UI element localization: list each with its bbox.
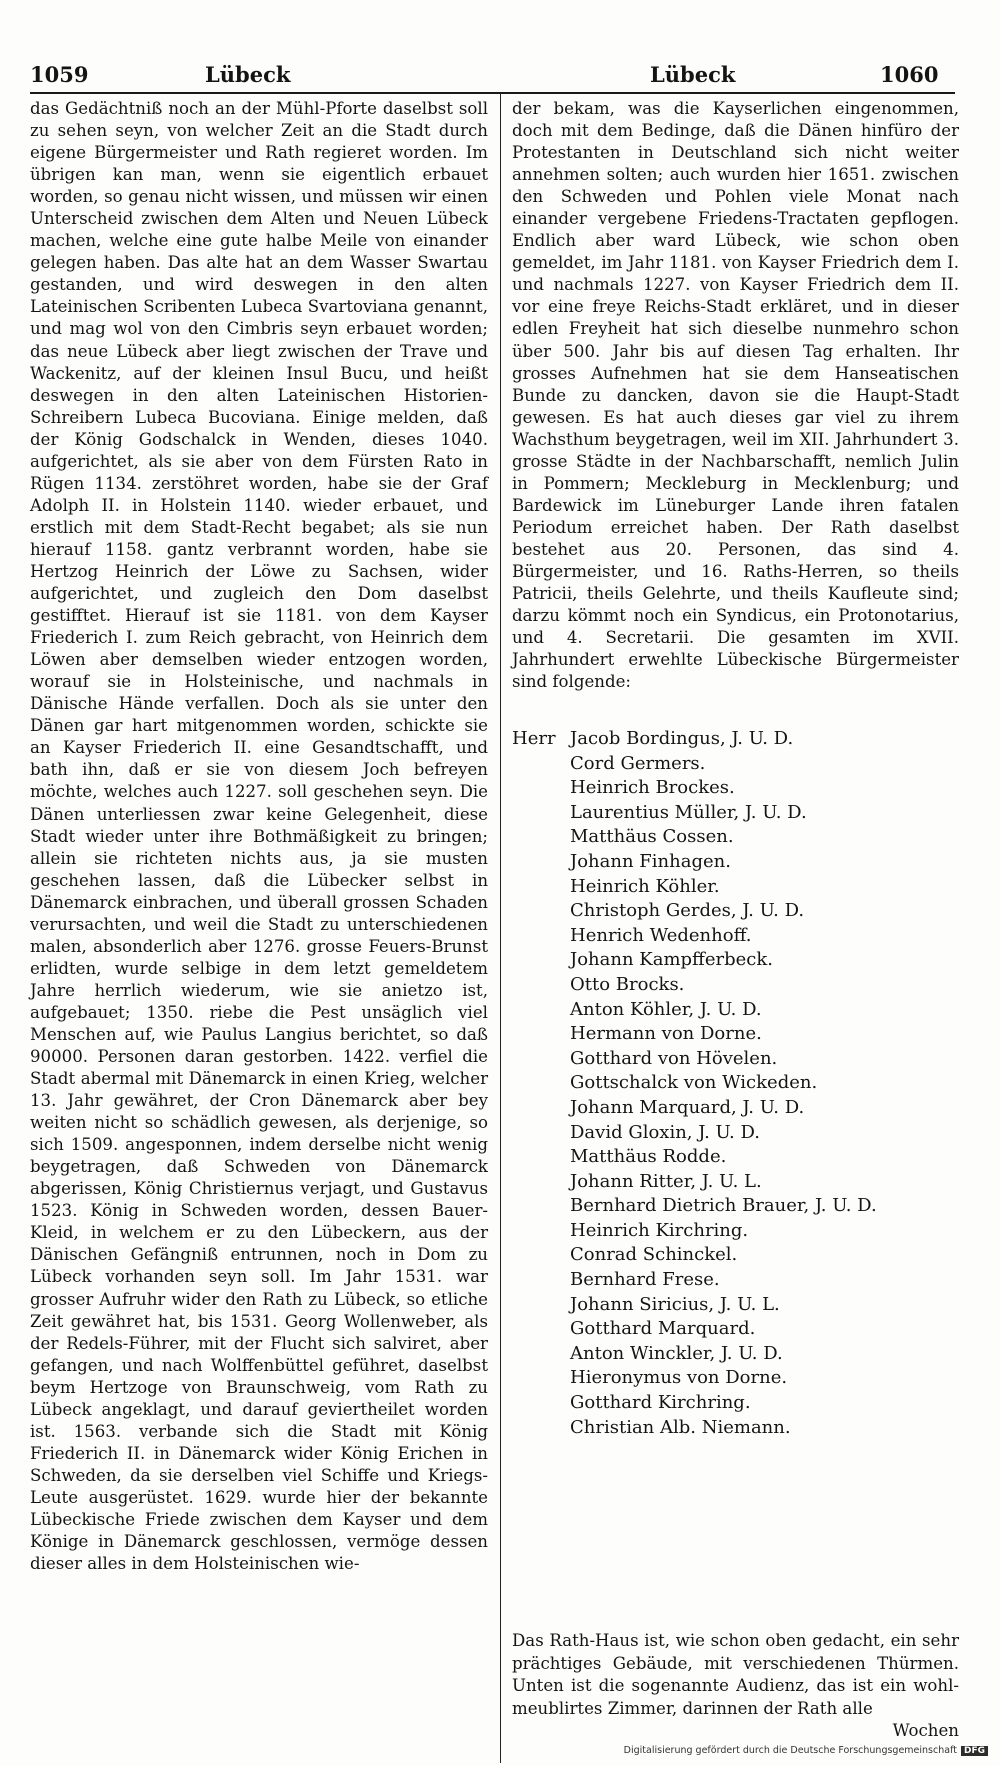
left-running-title: Lübeck xyxy=(205,62,291,87)
burgermeister-name: Anton Köhler, J. U. D. xyxy=(570,998,762,1020)
catchword: Wochen xyxy=(892,1721,959,1740)
burgermeister-name: Anton Winckler, J. U. D. xyxy=(570,1342,783,1364)
list-item xyxy=(512,1366,959,1391)
list-item xyxy=(512,1170,959,1195)
list-item xyxy=(512,727,959,752)
list-item xyxy=(512,776,959,801)
burgermeister-name: Cord Germers. xyxy=(570,752,706,774)
burgermeister-name: Bernhard Frese. xyxy=(570,1269,720,1291)
burgermeister-name: Matthäus Cossen. xyxy=(570,826,734,848)
burgermeister-name: Gotthard Marquard. xyxy=(570,1318,756,1340)
right-column xyxy=(512,98,959,693)
rathhaus-text: Das Rath-Haus ist, wie schon oben gedacht, ein sehr prächtiges Gebäude, mit verschiedenen Thürmen. Unten ist die sogenannte Audienz, das ist ein wohl-meublirtes Zimmer, darinnen der Rath alle xyxy=(512,1631,959,1718)
list-item xyxy=(512,801,959,826)
burgermeister-list xyxy=(512,727,959,1440)
burgermeister-name: Johann Finhagen. xyxy=(570,850,731,872)
list-item xyxy=(512,1293,959,1318)
left-column-text: das Gedächtniß noch an der Mühl-Pforte daselbst soll zu sehen seyn, von welcher Zeit an die Stadt durch eigene Bürgermeister und Rath regieret worden. Im übrigen kan man, wenn sie eigentlich erbauet worden, so genau nicht wissen, und müssen wir einen Unterscheid zwischen dem Alten und Neuen Lübeck machen, welche eine gute halbe Meile von einander gelegen haben. Das alte hat an dem Wasser Swartau gestanden, und wird deswegen in den alten Lateinischen Scribenten Lubeca Svartoviana genannt, und mag wol von den Cimbris seyn erbauet worden; das neue Lübeck aber liegt zwischen der Trave und Wackenitz, auf der kleinen Insul Bucu, und heißt deswegen in den alten Lateinischen Historien-Schreibern Lubeca Bucoviana. Einige melden, daß der König Godschalck in Wenden, dieses 1040. aufgerichtet, als sie aber von dem Fürsten Rato in Rügen 1134. zerstöhret worden, habe sie der Graf Adolph II. in Holstein 1140. wieder erbauet, und erstlich mit dem Stadt-Recht begabet; als sie nun hierauf 1158. gantz verbrannt worden, habe sie Hertzog Heinrich der Löwe zu Sachsen, wider aufgerichtet, und zugleich den Dom daselbst gestifftet. Hierauf ist sie 1181. von dem Kayser Friederich I. zum Reich gebracht, von Heinrich dem Löwen aber demselben wieder entzogen worden, worauf sie in Holsteinische, und nachmals in Dänische Hände verfallen. Doch als sie unter den Dänen gar hart mitgenommen worden, schickte sie an Kayser Friederich II. eine Gesandtschafft, und bath ihn, daß er sie von diesem Joch befreyen möchte, welches auch 1227. soll geschehen seyn. Die Dänen unterliessen zwar keine Gelegenheit, diese Stadt wieder unter ihre Bothmäßigkeit zu bringen; allein sie richteten nichts aus, ja sie musten geschehen lassen, daß die Lübecker selbst in Dänemarck einbrachen, und überall grossen Schaden verursachten, und weil die Stadt zu unterschiedenen malen, absonderlich aber 1276. grosse Feuers-Brunst erlidten, wurde selbige in dem letzt gemeldetem Jahre herrlich wiederum, wie sie anietzo ist, aufgebauet; 1350. riebe die Pest unsäglich viel Menschen auf, wie Paulus Langius berichtet, so daß 90000. Personen daran gestorben. 1422. verfiel die Stadt abermal mit Dänemarck in einen Krieg, welcher 13. Jahr gewähret, der Cron Dänemarck aber bey weiten nicht so schädlich gewesen, als derjenige, so sich 1509. angesponnen, indem derselbe nicht wenig beygetragen, daß Schweden von Dänemarck abgerissen, König Christiernus verjagt, und Gustavus 1523. König in Schweden worden, dessen Bauer-Kleid, in welchem er zu den Lübeckern, aus der Dänischen Gefängniß entrunnen, noch in Dom zu Lübeck vorhanden seyn soll. Im Jahr 1531. war grosser Aufruhr wider den Rath zu Lübeck, so etliche Zeit gewähret hat, bis 1531. Georg Wollenweber, als der Redels-Führer, mit der Flucht sich salviret, aber gefangen, und nach Wolffenbüttel geführet, daselbst beym Hertzoge von Braunschweig, vom Rath zu Lübeck angeklagt, und darauf geviertheilet worden ist. 1563. verbande sich die Stadt mit König Friederich II. in Dänemarck wider König Erichen in Schweden, da sie derselben viel Schiffe und Kriegs-Leute ausgerüstet. 1629. wurde hier der bekannte Lübeckische Friede zwischen dem Kayser und dem Könige in Dänemarck geschlossen, vermöge dessen dieser alles in dem Holsteinischen wie- xyxy=(30,99,488,1574)
list-item xyxy=(512,1071,959,1096)
header-rule xyxy=(30,92,955,94)
burgermeister-name: Matthäus Rodde. xyxy=(570,1146,727,1168)
page-header xyxy=(30,62,955,92)
list-item xyxy=(512,899,959,924)
list-item xyxy=(512,1391,959,1416)
list-item xyxy=(512,875,959,900)
burgermeister-name: Johann Siricius, J. U. L. xyxy=(570,1293,780,1315)
burgermeister-name: Henrich Wedenhoff. xyxy=(570,924,752,946)
list-item xyxy=(512,1022,959,1047)
list-item xyxy=(512,850,959,875)
digitization-footer xyxy=(624,1745,988,1756)
list-item xyxy=(512,1219,959,1244)
left-column xyxy=(30,98,488,1575)
list-item xyxy=(512,752,959,777)
list-item xyxy=(512,1342,959,1367)
burgermeister-name: Heinrich Kirchring. xyxy=(570,1219,749,1241)
list-item xyxy=(512,1194,959,1219)
burgermeister-name: Gotthard von Hövelen. xyxy=(570,1047,778,1069)
right-column-text: der bekam, was die Kayserlichen eingenommen, doch mit dem Bedinge, daß die Dänen hinfüro der Protestanten in Deutschland sich nicht weiter annehmen solten; auch wurden hier 1651. zwischen den Schweden und Pohlen viele Monat nach einander vergebene Friedens-Tractaten gepflogen. Endlich aber ward Lübeck, wie schon oben gemeldet, im Jahr 1181. von Kayser Friedrich dem I. und nachmals 1227. von Kayser Friedrich dem II. vor eine freye Reichs-Stadt erkläret, und in dieser edlen Freyheit hat sich dieselbe nunmehro schon über 500. Jahr bis auf diesen Tag erhalten. Ihr grosses Aufnehmen hat sie dem Hanseatischen Bunde zu dancken, davon sie die Haupt-Stadt gewesen. Es hat auch dieses gar viel zu ihrem Wachsthum beygetragen, weil im XII. Jahrhundert 3. grosse Städte in der Nachbarschafft, nemlich Julin in Pommern; Meckleburg in Mecklenburg; und Bardewick im Lüneburger Lande ihren fatalen Periodum erreichet haben. Der Rath daselbst bestehet aus 20. Personen, das sind 4. Bürgermeister, und 16. Raths-Herren, so theils Patricii, theils Gelehrte, und theils Kaufleute sind; darzu kömmt noch ein Syndicus, ein Protonotarius, und 4. Secretarii. Die gesamten im XVII. Jahrhundert erwehlte Lübeckische Bürgermeister sind folgende: xyxy=(512,99,959,692)
burgermeister-name: Conrad Schinckel. xyxy=(570,1244,738,1266)
burgermeister-name: Heinrich Brockes. xyxy=(570,777,735,799)
list-item xyxy=(512,948,959,973)
list-item xyxy=(512,1416,959,1441)
list-item xyxy=(512,825,959,850)
footer-text: Digitalisierung gefördert durch die Deutsche Forschungsgemeinschaft xyxy=(623,1745,957,1756)
left-page-number: 1059 xyxy=(30,62,89,87)
list-item xyxy=(512,1243,959,1268)
list-item xyxy=(512,973,959,998)
burgermeister-name: Laurentius Müller, J. U. D. xyxy=(570,801,807,823)
list-item xyxy=(512,924,959,949)
list-item xyxy=(512,1096,959,1121)
burgermeister-name: David Gloxin, J. U. D. xyxy=(570,1121,760,1143)
list-item xyxy=(512,998,959,1023)
burgermeister-name: Hieronymus von Dorne. xyxy=(570,1367,788,1389)
burgermeister-name: Bernhard Dietrich Brauer, J. U. D. xyxy=(570,1195,877,1217)
list-item xyxy=(512,1317,959,1342)
herr-prefix: Herr xyxy=(512,728,556,749)
burgermeister-name: Johann Kampfferbeck. xyxy=(570,949,773,971)
list-item xyxy=(512,1268,959,1293)
burgermeister-name: Gotthard Kirchring. xyxy=(570,1392,751,1414)
dfg-logo-icon: DFG xyxy=(961,1746,988,1756)
list-item xyxy=(512,1145,959,1170)
burgermeister-name: Heinrich Köhler. xyxy=(570,875,720,897)
list-item xyxy=(512,1121,959,1146)
burgermeister-name: Johann Ritter, J. U. L. xyxy=(570,1170,762,1192)
burgermeister-name: Hermann von Dorne. xyxy=(570,1023,762,1045)
burgermeister-name: Otto Brocks. xyxy=(570,973,685,995)
right-running-title: Lübeck xyxy=(650,62,736,87)
burgermeister-name: Gottschalck von Wickeden. xyxy=(570,1072,818,1094)
column-divider xyxy=(500,93,501,1763)
right-page-number: 1060 xyxy=(880,62,939,87)
burgermeister-name: Christoph Gerdes, J. U. D. xyxy=(570,900,805,922)
rathhaus-paragraph xyxy=(512,1630,959,1743)
burgermeister-name: Jacob Bordingus, J. U. D. xyxy=(570,728,794,749)
burgermeister-name: Christian Alb. Niemann. xyxy=(570,1416,791,1438)
burgermeister-name: Johann Marquard, J. U. D. xyxy=(570,1096,805,1118)
list-item xyxy=(512,1047,959,1072)
